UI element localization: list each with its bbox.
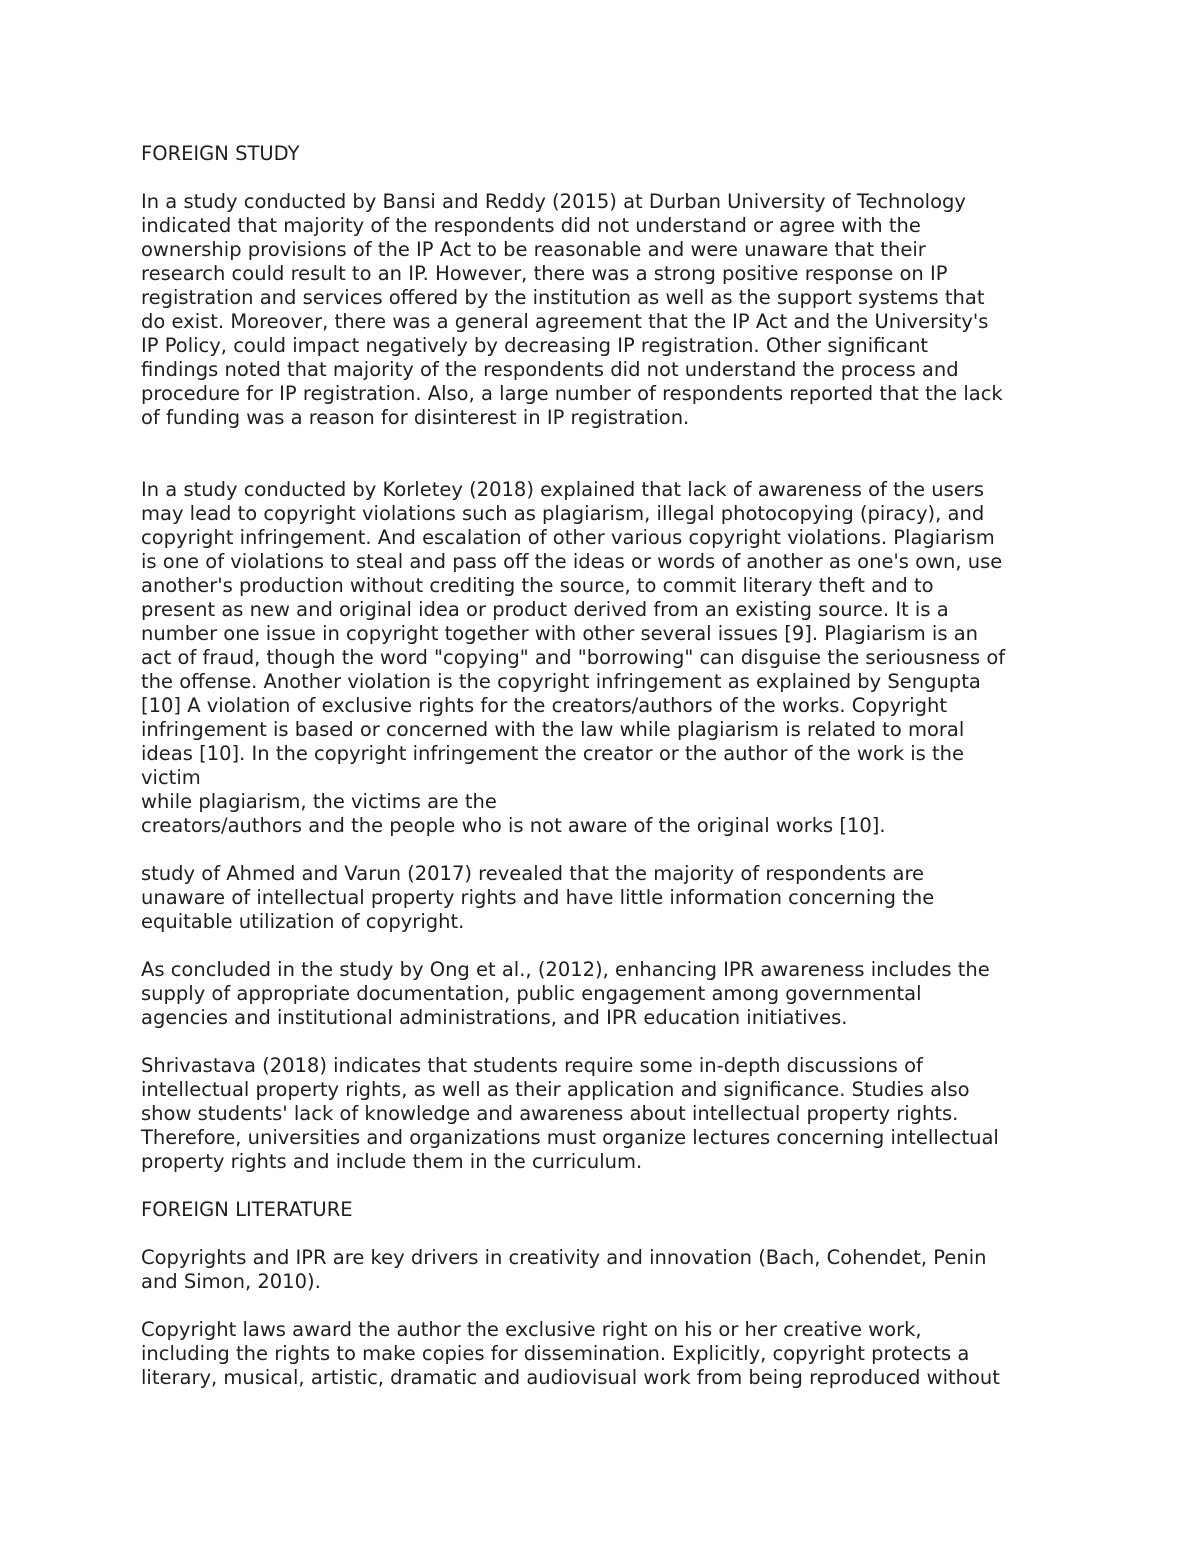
paragraph-line: IP Policy, could impact negatively by decreasing IP registration. Other significant xyxy=(141,334,929,357)
section-heading-foreign-literature: FOREIGN LITERATURE xyxy=(141,1198,353,1221)
paragraph-line: infringement is based or concerned with the law while plagiarism is related to moral xyxy=(141,718,965,741)
paragraph-line: findings noted that majority of the respondents did not understand the process and xyxy=(141,358,959,381)
paragraph-line: another's production without crediting the source, to commit literary theft and to xyxy=(141,574,934,597)
paragraph-line: unaware of intellectual property rights and have little information concerning the xyxy=(141,886,935,909)
paragraph-line: agencies and institutional administrations, and IPR education initiatives. xyxy=(141,1006,848,1029)
paragraph-line: As concluded in the study by Ong et al., (2012), enhancing IPR awareness includes the xyxy=(141,958,990,981)
paragraph-line: indicated that majority of the respondents did not understand or agree with the xyxy=(141,214,921,237)
paragraph-line: In a study conducted by Korletey (2018) explained that lack of awareness of the users xyxy=(141,478,984,501)
paragraph-line: while plagiarism, the victims are the xyxy=(141,790,497,813)
paragraph-line: creators/authors and the people who is not aware of the original works [10]. xyxy=(141,814,886,837)
paragraph-line: ideas [10]. In the copyright infringement the creator or the author of the work is the xyxy=(141,742,965,765)
paragraph-line: and Simon, 2010). xyxy=(141,1270,321,1293)
paragraph-line: ownership provisions of the IP Act to be reasonable and were unaware that their xyxy=(141,238,926,261)
paragraph-line: registration and services offered by the institution as well as the support systems that xyxy=(141,286,985,309)
paragraph-line: present as new and original idea or product derived from an existing source. It is a xyxy=(141,598,949,621)
paragraph-line: is one of violations to steal and pass off the ideas or words of another as one's own, use xyxy=(141,550,1003,573)
paragraph-line: including the rights to make copies for dissemination. Explicitly, copyright protects a xyxy=(141,1342,970,1365)
paragraph-line: act of fraud, though the word "copying" and "borrowing" can disguise the seriousness of xyxy=(141,646,1006,669)
paragraph-line: equitable utilization of copyright. xyxy=(141,910,465,933)
paragraph-line: property rights and include them in the curriculum. xyxy=(141,1150,643,1173)
paragraph-line: procedure for IP registration. Also, a large number of respondents reported that the lack xyxy=(141,382,1003,405)
paragraph-line: do exist. Moreover, there was a general agreement that the IP Act and the University's xyxy=(141,310,989,333)
paragraph-line: literary, musical, artistic, dramatic and audiovisual work from being reproduced without xyxy=(141,1366,1000,1389)
paragraph-line: In a study conducted by Bansi and Reddy (2015) at Durban University of Technology xyxy=(141,190,966,213)
paragraph-line: supply of appropriate documentation, public engagement among governmental xyxy=(141,982,922,1005)
paragraph-line: [10] A violation of exclusive rights for the creators/authors of the works. Copyright xyxy=(141,694,948,717)
paragraph-line: number one issue in copyright together with other several issues [9]. Plagiarism is an xyxy=(141,622,979,645)
paragraph-line: Shrivastava (2018) indicates that students require some in-depth discussions of xyxy=(141,1054,923,1077)
paragraph-line: the offense. Another violation is the copyright infringement as explained by Sengupta xyxy=(141,670,981,693)
paragraph-line: Therefore, universities and organizations must organize lectures concerning intellectual xyxy=(141,1126,999,1149)
paragraph-line: research could result to an IP. However, there was a strong positive response on IP xyxy=(141,262,948,285)
paragraph-line: of funding was a reason for disinterest in IP registration. xyxy=(141,406,690,429)
paragraph-line: show students' lack of knowledge and awareness about intellectual property rights. xyxy=(141,1102,959,1125)
paragraph-line: may lead to copyright violations such as plagiarism, illegal photocopying (piracy), and xyxy=(141,502,985,525)
paragraph-line: copyright infringement. And escalation of other various copyright violations. Plagiarism xyxy=(141,526,995,549)
paragraph-line: study of Ahmed and Varun (2017) revealed that the majority of respondents are xyxy=(141,862,925,885)
paragraph-line: Copyright laws award the author the exclusive right on his or her creative work, xyxy=(141,1318,922,1341)
section-heading-foreign-study: FOREIGN STUDY xyxy=(141,142,300,165)
paragraph-line: victim xyxy=(141,766,201,789)
paragraph-line: Copyrights and IPR are key drivers in creativity and innovation (Bach, Cohendet, Penin xyxy=(141,1246,987,1269)
paragraph-line: intellectual property rights, as well as their application and significance. Studies also xyxy=(141,1078,970,1101)
